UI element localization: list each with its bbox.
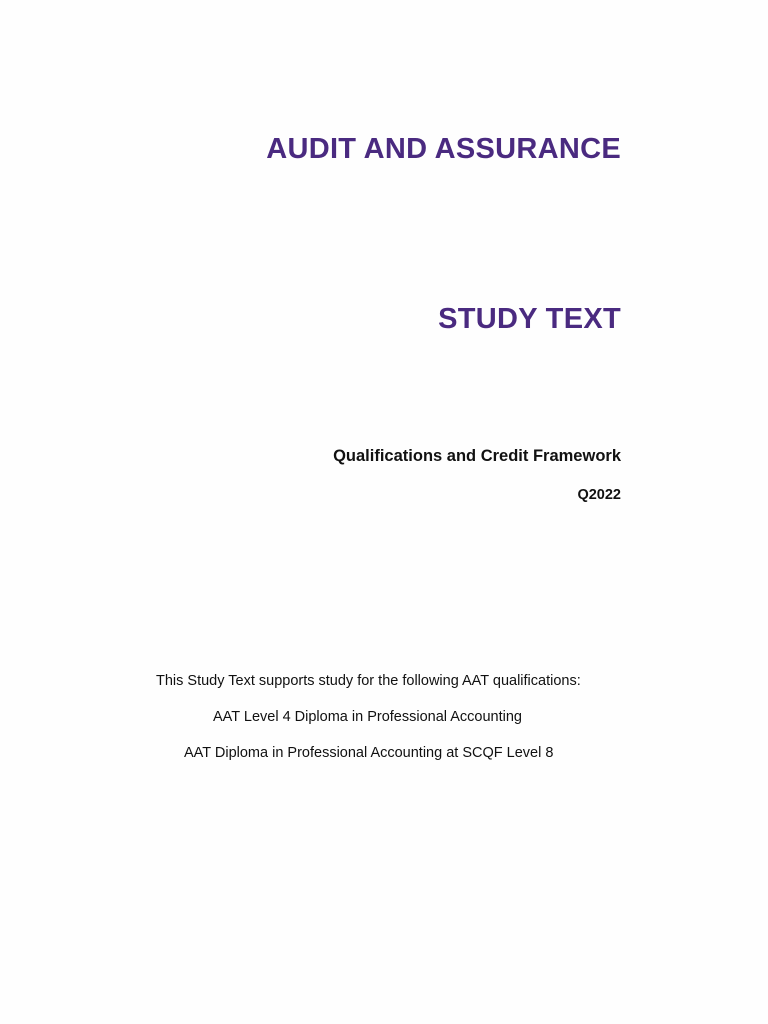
framework-label: Qualifications and Credit Framework: [333, 447, 621, 465]
document-subtitle: STUDY TEXT: [438, 303, 621, 335]
qualification-item: AAT Diploma in Professional Accounting at SCQF Level 8: [184, 745, 554, 761]
document-title: AUDIT AND ASSURANCE: [266, 133, 621, 165]
qualification-item: AAT Level 4 Diploma in Professional Accounting: [213, 709, 522, 725]
edition-code: Q2022: [577, 487, 621, 503]
qualifications-intro: This Study Text supports study for the following AAT qualifications:: [156, 673, 581, 689]
